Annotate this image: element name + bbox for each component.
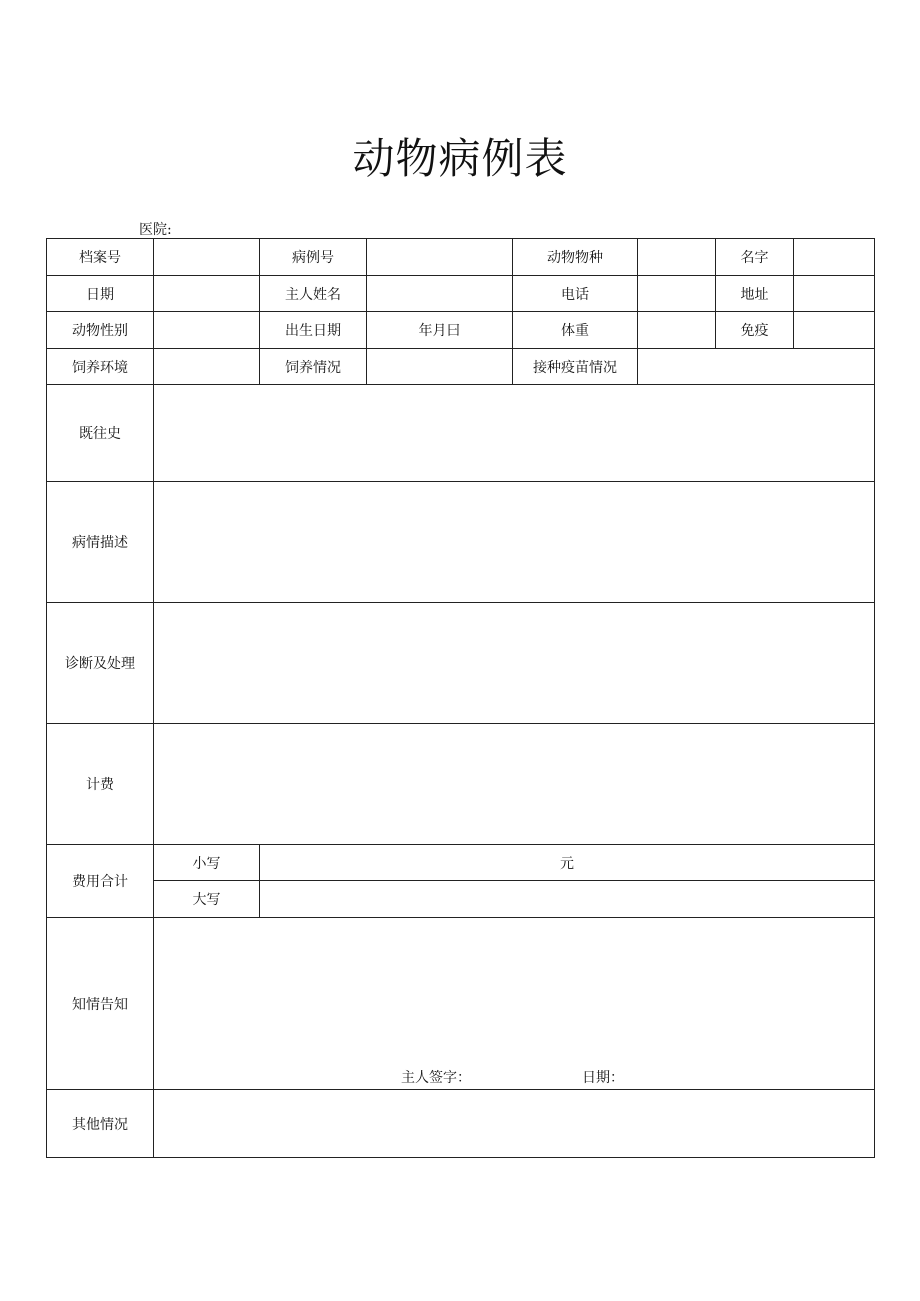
uppercase-label: 大写: [154, 881, 260, 918]
other-row: [47, 1090, 875, 1158]
case-form-table: [46, 238, 875, 1158]
hospital-label: 医院:: [139, 222, 172, 238]
owner-signature-label: 主人签字：: [401, 1070, 471, 1086]
description-label: 病情描述: [47, 482, 154, 603]
form-row-3: [47, 312, 875, 349]
phone-field[interactable]: [638, 276, 716, 312]
weight-field[interactable]: [638, 312, 716, 349]
page-title: 动物病例表: [352, 134, 568, 183]
billing-field[interactable]: [154, 724, 875, 845]
file-no-field[interactable]: [154, 239, 260, 276]
immunity-field[interactable]: [794, 312, 875, 349]
env-field[interactable]: [154, 349, 260, 385]
billing-row: [47, 724, 875, 845]
form-row-1: [47, 239, 875, 276]
feeding-field[interactable]: [367, 349, 513, 385]
pet-name-field[interactable]: [794, 239, 875, 276]
pet-name-label: 名字: [716, 239, 794, 276]
address-label: 地址: [716, 276, 794, 312]
consent-row: [47, 918, 875, 1090]
vaccination-label: 接种疫苗情况: [513, 349, 638, 385]
phone-label: 电话: [513, 276, 638, 312]
env-label: 饲养环境: [47, 349, 154, 385]
total-uppercase-row: [47, 881, 875, 918]
sex-label: 动物性别: [47, 312, 154, 349]
total-lowercase-row: [47, 845, 875, 881]
description-row: [47, 482, 875, 603]
other-label: 其他情况: [47, 1090, 154, 1158]
description-field[interactable]: [154, 482, 875, 603]
vaccination-field[interactable]: [638, 349, 875, 385]
sex-field[interactable]: [154, 312, 260, 349]
lowercase-label: 小写: [154, 845, 260, 881]
file-no-label: 档案号: [47, 239, 154, 276]
date-field[interactable]: [154, 276, 260, 312]
history-row: [47, 385, 875, 482]
diagnosis-field[interactable]: [154, 603, 875, 724]
lowercase-amount-field[interactable]: 元: [260, 845, 875, 881]
history-field[interactable]: [154, 385, 875, 482]
diagnosis-row: [47, 603, 875, 724]
form-row-2: [47, 276, 875, 312]
owner-name-field[interactable]: [367, 276, 513, 312]
case-no-label: 病例号: [260, 239, 367, 276]
consent-label: 知情告知: [47, 918, 154, 1090]
diagnosis-label: 诊断及处理: [47, 603, 154, 724]
other-field[interactable]: [154, 1090, 875, 1158]
date-label: 日期: [47, 276, 154, 312]
address-field[interactable]: [794, 276, 875, 312]
sign-date-label: 日期：: [582, 1070, 624, 1086]
species-field[interactable]: [638, 239, 716, 276]
case-no-field[interactable]: [367, 239, 513, 276]
billing-label: 计费: [47, 724, 154, 845]
birth-date-label: 出生日期: [260, 312, 367, 349]
total-label: 费用合计: [47, 845, 154, 918]
weight-label: 体重: [513, 312, 638, 349]
uppercase-amount-field[interactable]: [260, 881, 875, 918]
consent-field[interactable]: [154, 918, 875, 1090]
immunity-label: 免疫: [716, 312, 794, 349]
history-label: 既往史: [47, 385, 154, 482]
birth-date-field[interactable]: 年月曰: [367, 312, 513, 349]
form-row-4: [47, 349, 875, 385]
feeding-label: 饲养情况: [260, 349, 367, 385]
owner-name-label: 主人姓名: [260, 276, 367, 312]
species-label: 动物物种: [513, 239, 638, 276]
